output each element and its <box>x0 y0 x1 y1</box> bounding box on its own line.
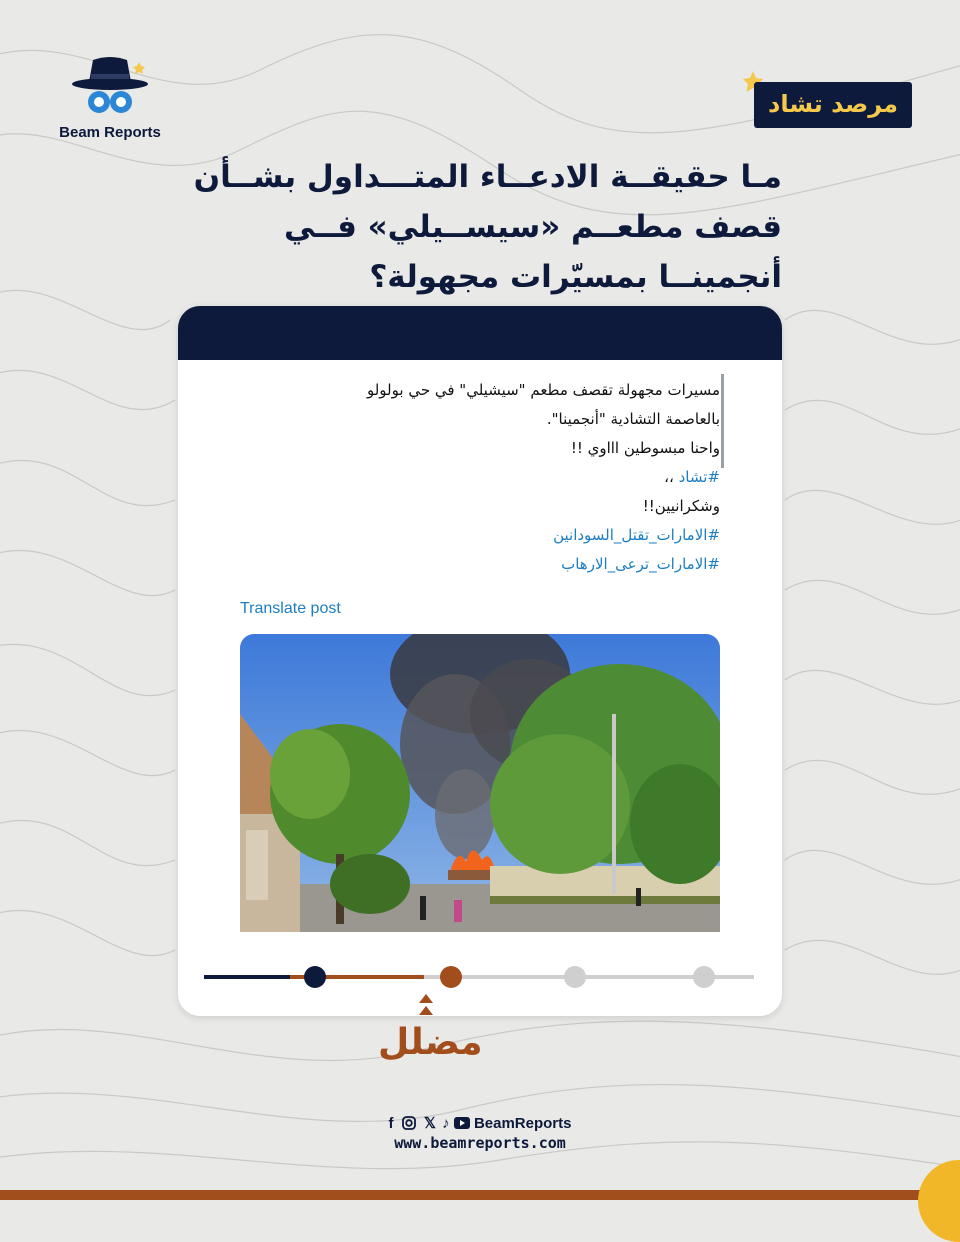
rating-dot-4 <box>693 966 715 988</box>
rating-dot-3 <box>564 966 586 988</box>
brand-name: Beam Reports <box>59 124 161 141</box>
tiktok-icon[interactable]: ♪ <box>442 1115 450 1132</box>
hashtag-uae-terror[interactable]: #الامارات_ترعى_الارهاب <box>561 555 720 573</box>
post-line-4 <box>240 463 720 492</box>
rating-track-filled-navy <box>204 975 290 979</box>
social-handle: BeamReports <box>473 1115 572 1132</box>
post-text <box>240 376 720 579</box>
post-line-5: وشكرانيين!! <box>642 497 720 515</box>
observatory-badge: مرصد تشاد <box>754 82 912 128</box>
hashtag-uae-kills[interactable]: #الامارات_تقتل_السودانين <box>553 526 720 544</box>
hashtag-chad[interactable]: #تشاد <box>678 468 720 486</box>
facebook-icon[interactable]: f <box>388 1115 394 1132</box>
brand-logo <box>50 52 170 141</box>
post-line-2: بالعاصمة التشادية "أنجمينا". <box>546 410 720 428</box>
bottom-bar <box>0 1190 960 1200</box>
social-row <box>0 1114 960 1132</box>
rating-dot-2-selected <box>440 966 462 988</box>
instagram-icon[interactable] <box>402 1116 416 1130</box>
card-header <box>178 306 782 360</box>
verdict-pointer-icon <box>418 994 434 1020</box>
translate-post-link[interactable]: Translate post <box>240 600 341 617</box>
detective-hat-icon <box>67 52 153 118</box>
website-url[interactable]: www.beamreports.com <box>394 1134 566 1152</box>
rating-scale <box>204 975 754 979</box>
headline: مـا حقيقــة الادعــاء المتـــداول بشــأن قصف مطعــم «سيســيلي» فــي أنجمينــا بمسيّرات مجهولة؟ <box>193 159 782 295</box>
verdict-label: مضلل <box>378 1022 483 1063</box>
post-card <box>178 306 782 1016</box>
hashtag-suffix: ،، <box>664 468 679 486</box>
x-icon[interactable]: 𝕏 <box>423 1115 436 1132</box>
fire-scene-image <box>240 634 720 932</box>
post-image[interactable] <box>240 634 720 932</box>
post-line-1: مسيرات مجهولة تقصف مطعم "سيشيلي" في حي بولولو <box>366 381 720 399</box>
rating-dot-1 <box>304 966 326 988</box>
text-scrollbar[interactable] <box>721 374 724 468</box>
post-line-3: واحنا مبسوطين اااوي !! <box>570 439 720 457</box>
youtube-icon[interactable] <box>454 1117 470 1129</box>
